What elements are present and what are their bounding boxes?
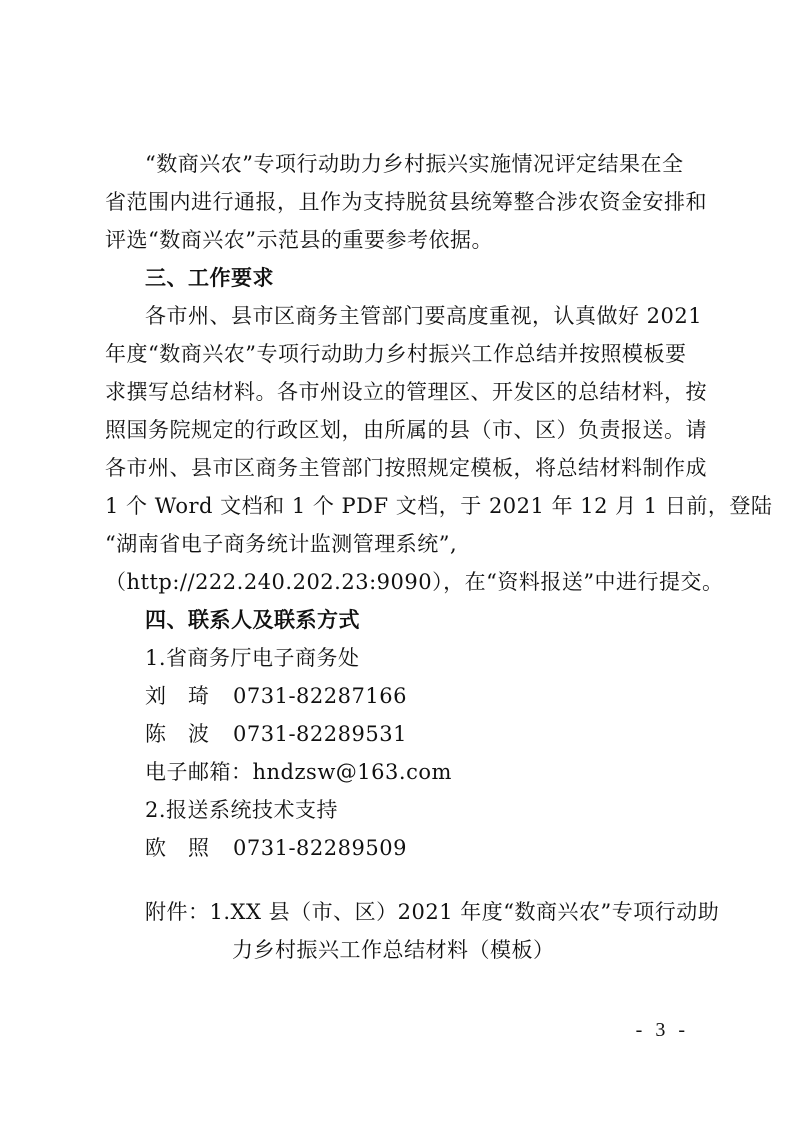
- contact-phone: 0731-82287166: [233, 684, 407, 708]
- email-row: [145, 758, 452, 786]
- paragraph-line: 1 个 Word 文档和 1 个 PDF 文档，于 2021 年 12 月 1 日前，登陆: [105, 494, 773, 518]
- paragraph-line: 年度“数商兴农”专项行动助力乡村振兴工作总结并按照模板要: [105, 342, 687, 366]
- page-number: - 3 -: [635, 1019, 689, 1041]
- paragraph-line: 各市州、县市区商务主管部门按照规定模板，将总结材料制作成: [105, 456, 707, 480]
- contact-subheading: 2.报送系统技术支持: [145, 798, 339, 822]
- paragraph-line: “湖南省电子商务统计监测管理系统”,: [105, 532, 458, 556]
- contact-row: [145, 834, 407, 862]
- contact-phone: 0731-82289509: [233, 836, 407, 860]
- email-address: hndzsw@163.com: [252, 760, 452, 784]
- contact-subheading: 1.省商务厅电子商务处: [145, 646, 360, 670]
- contact-name: 陈 波: [145, 722, 209, 746]
- contact-name: 欧 照: [145, 836, 209, 860]
- paragraph-line: “数商兴农”专项行动助力乡村振兴实施情况评定结果在全: [145, 152, 684, 176]
- attachment-line: 力乡村振兴工作总结材料（模板）: [232, 938, 555, 962]
- url-line: （http://222.240.202.23:9090），在“资料报送”中进行提交。: [105, 570, 724, 594]
- paragraph-line: 省范围内进行通报，且作为支持脱贫县统筹整合涉农资金安排和: [105, 190, 707, 214]
- section-heading: 三、工作要求: [145, 266, 274, 290]
- contact-name: 刘 琦: [145, 684, 209, 708]
- paragraph-line: 求撰写总结材料。各市州设立的管理区、开发区的总结材料，按: [105, 380, 707, 404]
- paragraph-line: 各市州、县市区商务主管部门要高度重视，认真做好 2021: [145, 304, 703, 328]
- section-heading: 四、联系人及联系方式: [145, 608, 360, 632]
- contact-row: [145, 682, 407, 710]
- contact-phone: 0731-82289531: [233, 722, 407, 746]
- email-label: 电子邮箱：: [145, 760, 253, 784]
- paragraph-line: 照国务院规定的行政区划，由所属的县（市、区）负责报送。请: [105, 418, 707, 442]
- contact-row: [145, 720, 407, 748]
- attachment-line: 附件：1.XX 县（市、区）2021 年度“数商兴农”专项行动助: [145, 900, 720, 924]
- paragraph-line: 评选“数商兴农”示范县的重要参考依据。: [105, 228, 493, 252]
